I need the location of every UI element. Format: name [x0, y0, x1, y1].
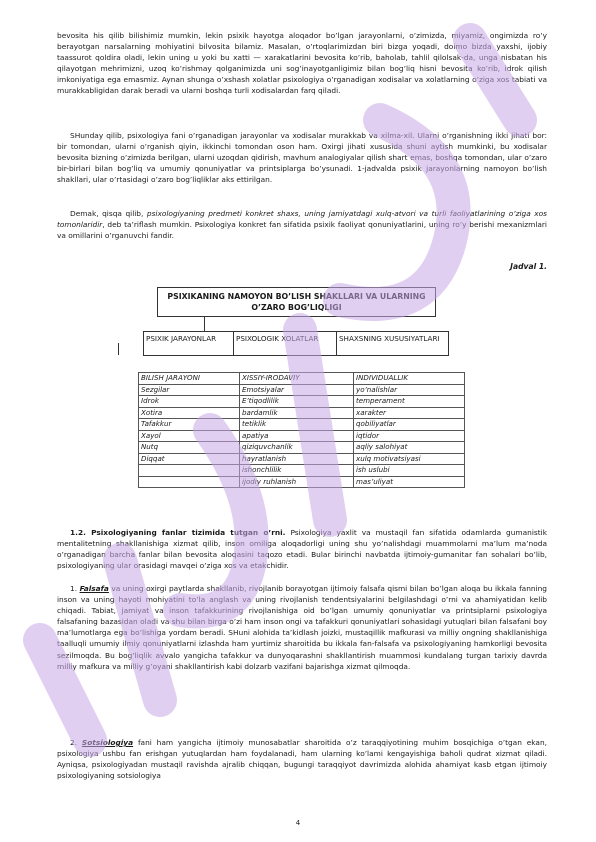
- section-1-2: [57, 527, 547, 571]
- paragraph-1-text: bevosita his qilib bilishimiz mumkin, lekin psixik hayotga aloqador bo’lgan jarayonlarni, o’zimizda, miyamiz, ongimizda ro’y berayotgan narsalarning mohiyatini bilvosita bilamiz. Masalan, o’rtoqlarimizdan biri bizga yoqadi, doimo bizda yaxshi, ijobiy taassurot qoldira oladi, lekin uning u yoki bu xatti — xarakatlarini bevosita ko’rib, baholab, tahlil qilolsak-da, unga nisbatan his qilayotgan mehrimizni, uzoq ko’rishmay qolganimizda uni sog’inayotganligimiz bilan bog’liq hisni bevosita ko’rib, idrok qilish imkoniyatiga ega emasmiz. Aynan shunga o’xshash xolatlar psixologiya o’rganadigan xodisalar va xolatlarning o’ziga xos tabiati va murakkabligidan darak beradi va ularni boshqa turli xodisalardan farq qiladi.: [57, 31, 547, 96]
- table-header-row: [139, 373, 465, 385]
- forms-table: [138, 372, 465, 488]
- table-cell: ishonchlilik: [240, 465, 354, 477]
- list-item-sotsiologiya: [57, 737, 547, 781]
- table-cell: Sezgilar: [139, 384, 240, 396]
- list-item-sotsiologiya-text: fani ham yangicha ijtimoiy munosabatlar sharoitida o’z taraqqiyotining muhim bosqichiga o’tgan ekan, psixologiya ushbu fan erishgan yutuqlardan ham foydalanadi, ham ularning ko’lami kengayishiga baholi qudrat xizmat qiladi. Ayniqsa, psixologiyadan mustaqil ravishda ajralib chiqqan, bugungi taraqqiyot davrimizda alohida ahamiyat kasb etgan ijtimoiy psixologiyaning sotsiologiya: [57, 738, 547, 781]
- table-cell: aqliy salohiyat: [354, 442, 465, 454]
- table-cell: XISSIY-IRODAVIY: [240, 373, 354, 385]
- table-cell: mas’uliyat: [354, 476, 465, 488]
- section-1-2-title: 1.2. Psixologiyaning fanlar tizimida tutgan o’rni.: [70, 528, 286, 537]
- table-cell: iqtidor: [354, 430, 465, 442]
- category-box-shaxsning: [336, 331, 449, 356]
- table-row: [139, 430, 465, 442]
- list-item-falsafa-text: va uning oxirgi paytlarda shakllanib, rivojlanib borayotgan ijtimoiy falsafa qismi bilan bo’lgan aloqa bu ikkala fanning inson va uning hayoti mohiyatini to’la anglash va uning rivojlanish tendentsiyalarini belgilashdagi o’rni va ahamiyatidan kelib chiqadi. Tabiat, jamiyat va inson tafakkurining rivojlanishiga oid bo’lgan umumiy qonuniyatlar va printsiplarni psixologiya falsafaning bazasidan oladi va shu bilan birga o’zi ham inson ongi va tafakkuri qonuniyatlari sohasidagi yutuqlari bilan falsafani boy ma’lumotlarga ega bo’lishiga yordam beradi. SHuni alohida ta’kidlash joizki, mustaqillik mafkurasi va milliy ongning shakllanishiga taalluqli umumiy ilmiy qonuniyatlarni izlashda ham yurtimiz sharoitida bu ikkala fan-falsafa va psixologiyaning hamkorligi bevosita sezilmoqda. Bu bog’liqlik avvalo yangicha tafakkur va dunyoqarashni shakllantirish muammosi kundalang turgan tarixiy davrda milliy mafkura va milliy g’oyani shakllantirish kabi dolzarb vazifani bajarishga xizmat qilmoqda.: [57, 584, 547, 671]
- table-cell: xulq motivatsiyasi: [354, 453, 465, 465]
- paragraph-2: [57, 130, 547, 185]
- table-cell: Emotsiyalar: [240, 384, 354, 396]
- table-cell: bardamlik: [240, 407, 354, 419]
- table-label: Jadval 1.: [510, 262, 547, 271]
- category-psixik-label: PSIXIK JARAYONLAR: [146, 334, 217, 343]
- table-cell: xarakter: [354, 407, 465, 419]
- table-cell: temperament: [354, 396, 465, 408]
- table-cell: yo’nalishlar: [354, 384, 465, 396]
- list-item-falsafa: [57, 583, 547, 672]
- list-item-falsafa-number: 1.: [70, 584, 80, 593]
- table-cell: ish uslubi: [354, 465, 465, 477]
- table-cell: ijodiy ruhlanish: [240, 476, 354, 488]
- table-cell: qobiliyatlar: [354, 419, 465, 431]
- table-cell: Xayol: [139, 430, 240, 442]
- table-cell: Diqqat: [139, 453, 240, 465]
- table-cell: qiziquvchanlik: [240, 442, 354, 454]
- paragraph-1: [57, 30, 547, 97]
- table-row: [139, 396, 465, 408]
- paragraph-3: [57, 208, 547, 241]
- paragraph-3-end: , deb ta’riflash mumkin. Psixologiya konkret fan sifatida psixik faoliyat qonuniyatlarini, uning ro’y berishi mexanizmlari va omillarini o’rganuvchi fandir.: [57, 220, 547, 241]
- paragraph-3-start: Demak, qisqa qilib,: [70, 209, 147, 218]
- table-cell: INDIVIDUALLIK: [354, 373, 465, 385]
- table-cell: hayratlanish: [240, 453, 354, 465]
- paragraph-2-text: SHunday qilib, psixologiya fani o’rganadigan jarayonlar va xodisalar murakkab va xilma-xil. Ularni o’rganishning ikki jihati bor: bir tomondan, ularni o’rganish qiyin, ikkinchi tomondan oson ham. Oxirgi jihati xususida shuni aytish mumkinki, bu xodisalar bevosita bizning o’zimizda berilgan, ularni uzoqdan qidirish, mavhum analogiyalar qilish shart emas, boshqa tomondan, ular o’zaro bir-birlari bilan bog’liq va umumiy qonuniyatlar va printsiplarga bo’ysunadi. 1-jadvalda psixik jarayonlarning namoyon bo’lish shakllari, ular o’rtasidagi o’zaro bog’liqliklar aks ettirilgan.: [57, 131, 547, 185]
- table-cell: Xotira: [139, 407, 240, 419]
- table-cell: apatiya: [240, 430, 354, 442]
- category-shaxsning-label: SHAXSNING XUSUSIYATLARI: [339, 334, 440, 343]
- table-cell: Idrok: [139, 396, 240, 408]
- table-row: [139, 465, 465, 477]
- table-row: [139, 384, 465, 396]
- list-item-sotsiologiya-number: 2.: [70, 738, 82, 747]
- section-1-2-text: Psixologiya yaxlit va mustaqil fan sifatida odamlarda gumanistik mentalitetning shakllanishiga xizmat qilib, inson omiliga aloqadorligi uning shu yo’nalishdagi muammolarni ma’lum ma’noda o’rganadigan barcha fanlar bilan bevosita aloqasini taqozo etadi. Bular birinchi navbatda ijtimoiy-gumanitar fan sohalari bo’lib, psixologiyaning ular orasidagi mavqei o’ziga xos va etakchidir.: [57, 528, 547, 571]
- table-cell: BILISH JARAYONI: [139, 373, 240, 385]
- table-cell: [139, 476, 240, 488]
- table-cell: E’tiqodlilik: [240, 396, 354, 408]
- table-cell: Nutq: [139, 442, 240, 454]
- category-box-psixik: [143, 331, 234, 356]
- table-cell: Tafakkur: [139, 419, 240, 431]
- side-marker-line: [118, 343, 119, 355]
- diagram-title-box: [157, 287, 436, 317]
- subject-definition: psixologiyaning predmeti konkret shaxs, uning jamiyatdagi xulq-atvori va turli faoliyatlarining o’ziga xos tomonlaridir: [57, 209, 548, 230]
- category-psixologik-label: PSIXOLOGIK XOLATLAR: [236, 334, 319, 343]
- table-cell: [139, 465, 240, 477]
- page-number: 4: [295, 819, 301, 827]
- term-sotsiologiya: Sotsiologiya: [81, 738, 134, 747]
- category-box-psixologik: [233, 331, 337, 356]
- term-falsafa: Falsafa: [79, 584, 109, 593]
- table-cell: tetiklik: [240, 419, 354, 431]
- table-row: [139, 453, 465, 465]
- table-row: [139, 476, 465, 488]
- table-row: [139, 442, 465, 454]
- diagram-title: PSIXIKANING NAMOYON BO’LISH SHAKLLARI VA ULARNING O’ZARO BOG’LIQLIGI: [167, 292, 426, 312]
- table-row: [139, 407, 465, 419]
- table-row: [139, 419, 465, 431]
- connector-line: [204, 317, 205, 331]
